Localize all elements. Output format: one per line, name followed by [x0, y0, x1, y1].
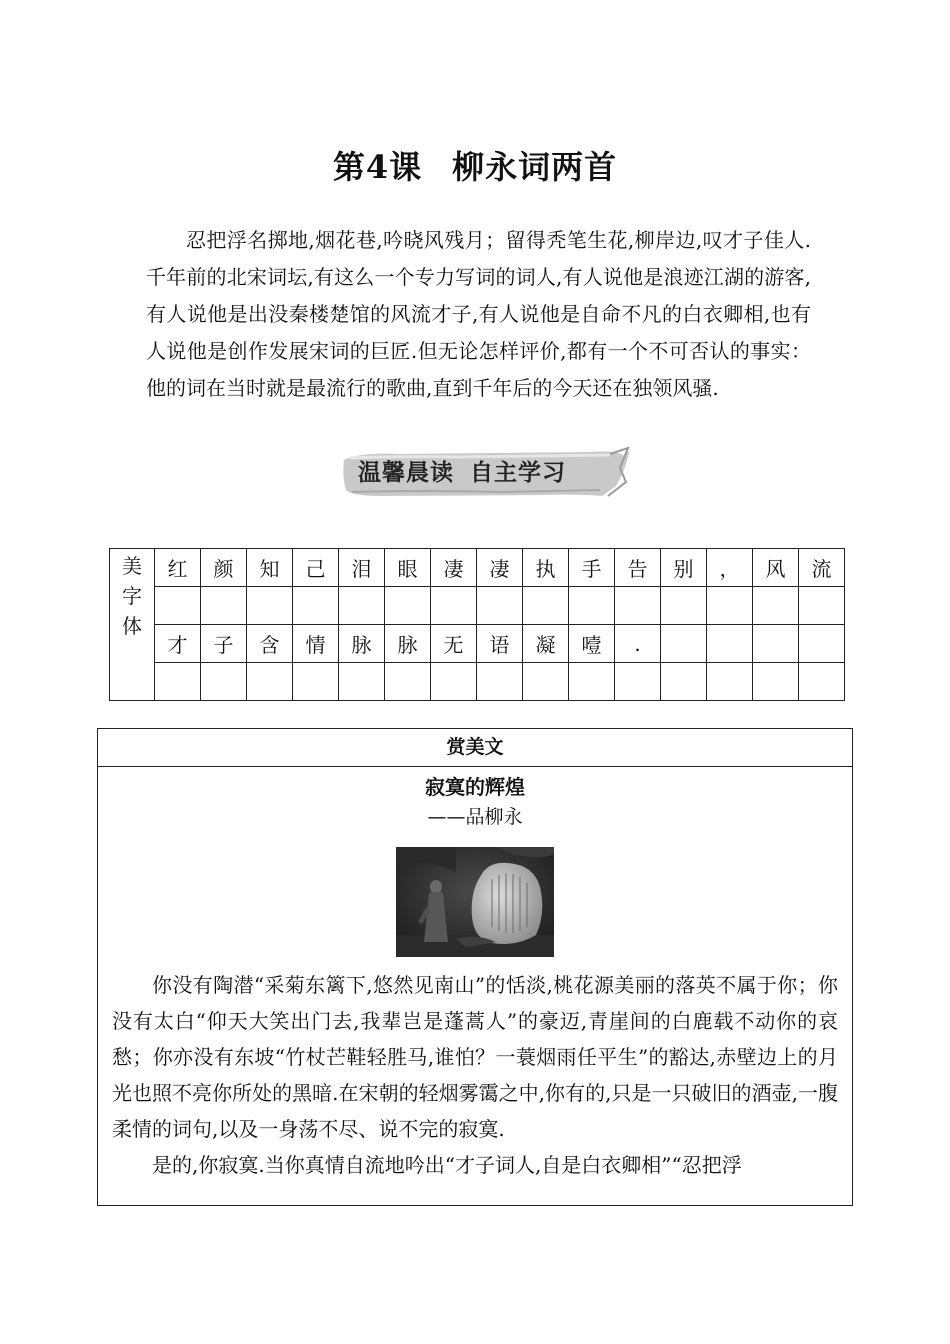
grid-cell: 子 — [201, 625, 247, 663]
grid-cell: 含 — [247, 625, 293, 663]
grid-cell: 告 — [615, 549, 661, 587]
grid-cell-empty — [155, 587, 201, 625]
grid-cell: 凄 — [477, 549, 523, 587]
grid-cell-empty — [707, 663, 753, 701]
grid-row-1 — [110, 549, 845, 587]
grid-cell-empty — [569, 663, 615, 701]
grid-cell-empty — [293, 663, 339, 701]
grid-cell — [799, 625, 845, 663]
grid-cell: 别 — [661, 549, 707, 587]
grid-cell — [753, 625, 799, 663]
grid-cell-empty — [201, 587, 247, 625]
grid-cell-empty — [155, 663, 201, 701]
grid-cell-empty — [661, 587, 707, 625]
grid-cell: 无 — [431, 625, 477, 663]
grid-cell: 己 — [293, 549, 339, 587]
grid-cell: 脉 — [339, 625, 385, 663]
grid-cell: 噎 — [569, 625, 615, 663]
lesson-title: 柳永词两首 — [452, 148, 618, 186]
grid-label — [110, 549, 155, 701]
grid-cell-empty — [293, 587, 339, 625]
grid-cell-empty — [247, 663, 293, 701]
grid-cell: 红 — [155, 549, 201, 587]
grid-cell: 语 — [477, 625, 523, 663]
grid-cell-empty — [523, 663, 569, 701]
grid-cell-empty — [431, 587, 477, 625]
grid-cell: 流 — [799, 549, 845, 587]
grid-row-2 — [110, 587, 845, 625]
grid-cell-empty — [799, 663, 845, 701]
grid-cell: 手 — [569, 549, 615, 587]
banner-label — [358, 454, 566, 487]
grid-cell-empty — [477, 663, 523, 701]
article-title: 寂寞的辉煌 — [425, 775, 525, 799]
grid-cell: 执 — [523, 549, 569, 587]
article-paragraph: 是的,你寂寞.当你真情自流地吟出“才子词人,自是白衣卿相”“忍把浮 — [152, 1153, 742, 1177]
grid-cell-empty — [753, 663, 799, 701]
grid-cell: 眼 — [385, 549, 431, 587]
section-banner — [340, 446, 632, 500]
grid-cell: 泪 — [339, 549, 385, 587]
grid-cell-empty — [661, 663, 707, 701]
grid-cell-empty — [799, 587, 845, 625]
calligraphy-grid — [109, 548, 845, 701]
grid-cell — [661, 625, 707, 663]
grid-cell: 风 — [753, 549, 799, 587]
grid-cell-empty — [385, 587, 431, 625]
page-title — [0, 142, 950, 188]
statue-stone-photo — [396, 847, 554, 957]
grid-cell-empty — [707, 587, 753, 625]
grid-row-3 — [110, 625, 845, 663]
reading-section-header: 赏美文 — [98, 729, 852, 767]
grid-cell-empty — [247, 587, 293, 625]
grid-cell-empty — [201, 663, 247, 701]
article-body — [98, 967, 852, 1183]
banner-left: 温馨晨读 — [358, 460, 454, 486]
grid-cell: 凝 — [523, 625, 569, 663]
grid-cell: 情 — [293, 625, 339, 663]
grid-cell-empty — [385, 663, 431, 701]
intro-paragraph: 忍把浮名掷地,烟花巷,吟晓风残月；留得秃笔生花,柳岸边,叹才子佳人.千年前的北宋词坛,有这么一个专力写词的词人,有人说他是浪迹江湖的游客,有人说他是出没秦楼楚馆的风流才子,有人说他是自命不凡的白衣卿相,也有人说他是创作发展宋词的巨匠.但无论怎样评价,都有一个不可否认的事实：他的词在当时就是最流行的歌曲,直到千年后的今天还在独领风骚. — [146, 228, 811, 400]
grid-cell: 知 — [247, 549, 293, 587]
grid-cell-empty — [615, 663, 661, 701]
grid-cell-empty — [569, 587, 615, 625]
article-subtitle: ——品柳永 — [427, 806, 523, 828]
grid-cell: 脉 — [385, 625, 431, 663]
grid-cell: 才 — [155, 625, 201, 663]
grid-cell-empty — [523, 587, 569, 625]
intro-block — [146, 222, 811, 407]
lesson-number: 第4课 — [332, 148, 423, 186]
grid-cell-empty — [477, 587, 523, 625]
grid-row-4 — [110, 663, 845, 701]
grid-cell: . — [615, 625, 661, 663]
grid-cell-empty — [339, 587, 385, 625]
reading-box — [97, 728, 853, 1206]
grid-cell-empty — [615, 587, 661, 625]
grid-cell-empty — [753, 587, 799, 625]
grid-cell-empty — [339, 663, 385, 701]
grid-cell-empty — [431, 663, 477, 701]
grid-label-text: 美字体 — [122, 554, 142, 638]
article-paragraph: 你没有陶潜“采菊东篱下,悠然见南山”的恬淡,桃花源美丽的落英不属于你；你没有太白“仰天大笑出门去,我辈岂是蓬蒿人”的豪迈,青崖间的白鹿载不动你的哀愁；你亦没有东坡“竹杖芒鞋轻胜马,谁怕？一蓑烟雨任平生”的豁达,赤壁边上的月光也照不亮你所处的黑暗.在宋朝的轻烟雾霭之中,你有的,只是一只破旧的酒壶,一腹柔情的词句,以及一身荡不尽、说不完的寂寞. — [112, 973, 838, 1141]
banner-right: 自主学习 — [470, 460, 566, 486]
grid-cell: 颜 — [201, 549, 247, 587]
grid-cell: 凄 — [431, 549, 477, 587]
grid-cell — [707, 625, 753, 663]
grid-cell: ， — [707, 549, 753, 587]
